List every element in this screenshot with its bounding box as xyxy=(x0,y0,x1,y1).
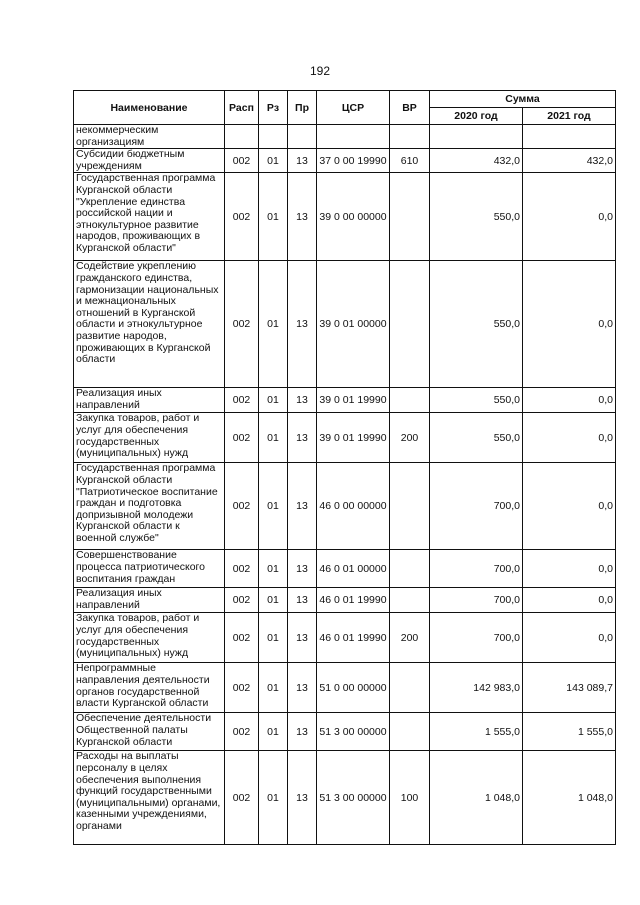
cell-name: некоммерческим организациям xyxy=(74,125,225,149)
cell-rasp: 002 xyxy=(225,463,259,550)
cell-csr: 39 0 01 00000 xyxy=(317,261,390,388)
table-row xyxy=(74,751,616,845)
cell-vr xyxy=(390,588,430,613)
cell-name: Реализация иных направлений xyxy=(74,388,225,413)
header-sum: Сумма xyxy=(430,91,616,108)
budget-table xyxy=(73,90,616,845)
table-row xyxy=(74,713,616,751)
cell-csr: 39 0 01 19990 xyxy=(317,413,390,463)
cell-csr: 51 3 00 00000 xyxy=(317,713,390,751)
cell-2021: 143 089,7 xyxy=(523,663,616,713)
table-row xyxy=(74,261,616,388)
cell-2021: 0,0 xyxy=(523,613,616,663)
cell-csr: 51 3 00 00000 xyxy=(317,751,390,845)
cell-2020: 1 555,0 xyxy=(430,713,523,751)
cell-csr: 37 0 00 19990 xyxy=(317,149,390,173)
cell-2021: 1 555,0 xyxy=(523,713,616,751)
cell-name: Реализация иных направлений xyxy=(74,588,225,613)
cell-pr: 13 xyxy=(288,149,317,173)
cell-name: Закупка товаров, работ и услуг для обеспечения государственных (муниципальных) нужд xyxy=(74,413,225,463)
cell-pr: 13 xyxy=(288,173,317,261)
cell-pr: 13 xyxy=(288,388,317,413)
table-row xyxy=(74,388,616,413)
cell-2020: 550,0 xyxy=(430,388,523,413)
cell-name: Непрограммные направления деятельности органов государственной власти Курганской области xyxy=(74,663,225,713)
table-row xyxy=(74,149,616,173)
cell-csr: 51 0 00 00000 xyxy=(317,663,390,713)
header-rasp: Расп xyxy=(225,91,259,125)
cell-2020: 550,0 xyxy=(430,261,523,388)
cell-csr: 46 0 01 19990 xyxy=(317,613,390,663)
table-row xyxy=(74,173,616,261)
cell-name: Содействие укреплению гражданского единства, гармонизации национальных и межнациональных отношений в Курганской области и этнокультурное развитие народов, проживающих в Курганской области xyxy=(74,261,225,388)
cell-csr xyxy=(317,125,390,149)
cell-2021: 0,0 xyxy=(523,550,616,588)
cell-rasp: 002 xyxy=(225,613,259,663)
cell-rz: 01 xyxy=(259,261,288,388)
cell-2020: 700,0 xyxy=(430,463,523,550)
page-number: 192 xyxy=(309,64,331,78)
cell-vr: 610 xyxy=(390,149,430,173)
cell-2020: 142 983,0 xyxy=(430,663,523,713)
table-body xyxy=(74,125,616,845)
cell-rasp: 002 xyxy=(225,751,259,845)
header-name: Наименование xyxy=(74,91,225,125)
cell-vr xyxy=(390,550,430,588)
cell-rz: 01 xyxy=(259,751,288,845)
header-vr: ВР xyxy=(390,91,430,125)
header-csr: ЦСР xyxy=(317,91,390,125)
cell-rz: 01 xyxy=(259,149,288,173)
cell-pr: 13 xyxy=(288,713,317,751)
cell-rz: 01 xyxy=(259,588,288,613)
cell-csr: 46 0 01 00000 xyxy=(317,550,390,588)
cell-2021: 0,0 xyxy=(523,588,616,613)
cell-2021: 0,0 xyxy=(523,463,616,550)
header-rz: Рз xyxy=(259,91,288,125)
cell-rz: 01 xyxy=(259,713,288,751)
cell-pr: 13 xyxy=(288,463,317,550)
cell-2020: 432,0 xyxy=(430,149,523,173)
cell-2021: 0,0 xyxy=(523,261,616,388)
cell-rasp: 002 xyxy=(225,388,259,413)
cell-pr: 13 xyxy=(288,261,317,388)
cell-rz: 01 xyxy=(259,663,288,713)
cell-rz xyxy=(259,125,288,149)
cell-2020: 700,0 xyxy=(430,613,523,663)
cell-rasp: 002 xyxy=(225,588,259,613)
cell-rasp: 002 xyxy=(225,663,259,713)
table-row xyxy=(74,413,616,463)
cell-vr xyxy=(390,463,430,550)
cell-csr: 46 0 01 19990 xyxy=(317,588,390,613)
cell-2020: 700,0 xyxy=(430,550,523,588)
cell-pr: 13 xyxy=(288,663,317,713)
cell-csr: 39 0 01 19990 xyxy=(317,388,390,413)
cell-name: Государственная программа Курганской области "Патриотическое воспитание граждан и подготовка допризывной молодежи Курганской области к военной службе" xyxy=(74,463,225,550)
table-row xyxy=(74,613,616,663)
cell-pr: 13 xyxy=(288,413,317,463)
cell-vr xyxy=(390,125,430,149)
cell-pr: 13 xyxy=(288,613,317,663)
table-row xyxy=(74,463,616,550)
cell-vr: 200 xyxy=(390,613,430,663)
table-row xyxy=(74,125,616,149)
cell-2021: 432,0 xyxy=(523,149,616,173)
cell-vr xyxy=(390,663,430,713)
cell-vr xyxy=(390,388,430,413)
cell-rasp xyxy=(225,125,259,149)
cell-2020: 700,0 xyxy=(430,588,523,613)
cell-pr: 13 xyxy=(288,751,317,845)
table-row xyxy=(74,663,616,713)
cell-vr xyxy=(390,173,430,261)
cell-pr: 13 xyxy=(288,550,317,588)
cell-name: Совершенствование процесса патриотического воспитания граждан xyxy=(74,550,225,588)
cell-rasp: 002 xyxy=(225,149,259,173)
cell-pr xyxy=(288,125,317,149)
cell-2020: 550,0 xyxy=(430,413,523,463)
cell-vr: 200 xyxy=(390,413,430,463)
cell-rasp: 002 xyxy=(225,550,259,588)
cell-rz: 01 xyxy=(259,613,288,663)
cell-2020: 550,0 xyxy=(430,173,523,261)
cell-rasp: 002 xyxy=(225,173,259,261)
cell-csr: 46 0 00 00000 xyxy=(317,463,390,550)
cell-rz: 01 xyxy=(259,413,288,463)
cell-vr xyxy=(390,713,430,751)
cell-name: Государственная программа Курганской области "Укрепление единства российской нации и этнокультурное развитие народов, проживающих в Курганской области" xyxy=(74,173,225,261)
table-row xyxy=(74,588,616,613)
cell-2021 xyxy=(523,125,616,149)
cell-2021: 0,0 xyxy=(523,413,616,463)
cell-2021: 0,0 xyxy=(523,173,616,261)
cell-rasp: 002 xyxy=(225,713,259,751)
cell-pr: 13 xyxy=(288,588,317,613)
cell-rz: 01 xyxy=(259,463,288,550)
table-row xyxy=(74,550,616,588)
cell-name: Субсидии бюджетным учреждениям xyxy=(74,149,225,173)
cell-rasp: 002 xyxy=(225,261,259,388)
cell-vr: 100 xyxy=(390,751,430,845)
cell-name: Расходы на выплаты персоналу в целях обеспечения выполнения функций государственными (муниципальными) органами, казенными учреждениями, органами xyxy=(74,751,225,845)
cell-name: Обеспечение деятельности Общественной палаты Курганской области xyxy=(74,713,225,751)
cell-rz: 01 xyxy=(259,550,288,588)
cell-rz: 01 xyxy=(259,173,288,261)
cell-rz: 01 xyxy=(259,388,288,413)
cell-2020 xyxy=(430,125,523,149)
cell-2020: 1 048,0 xyxy=(430,751,523,845)
cell-2021: 1 048,0 xyxy=(523,751,616,845)
cell-vr xyxy=(390,261,430,388)
header-pr: Пр xyxy=(288,91,317,125)
header-year-2021: 2021 год xyxy=(523,108,616,125)
cell-name: Закупка товаров, работ и услуг для обеспечения государственных (муниципальных) нужд xyxy=(74,613,225,663)
cell-rasp: 002 xyxy=(225,413,259,463)
cell-csr: 39 0 00 00000 xyxy=(317,173,390,261)
header-year-2020: 2020 год xyxy=(430,108,523,125)
cell-2021: 0,0 xyxy=(523,388,616,413)
